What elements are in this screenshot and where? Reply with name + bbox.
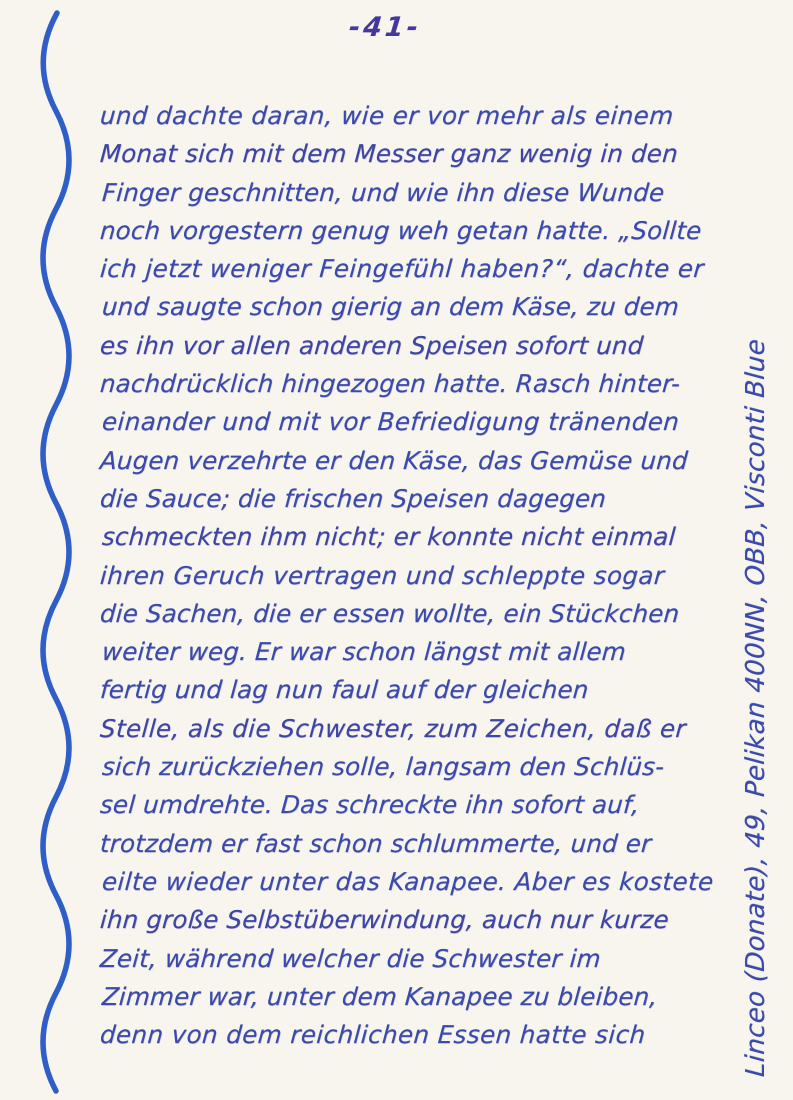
handwritten-line: ihren Geruch vertragen und schleppte sogar bbox=[99, 560, 666, 590]
handwritten-line: ich jetzt weniger Feingefühl haben?“, dachte er bbox=[99, 254, 706, 284]
handwritten-line: und dachte daran, wie er vor mehr als einem bbox=[99, 101, 675, 130]
handwritten-line: denn von dem reichlichen Essen hatte sich bbox=[99, 1020, 647, 1050]
handwritten-line: Monat sich mit dem Messer ganz wenig in den bbox=[99, 139, 679, 169]
handwritten-line: noch vorgestern genug weh getan hatte. „Sollte bbox=[99, 215, 703, 245]
handwritten-line: schmeckten ihm nicht; er konnte nicht einmal bbox=[101, 522, 677, 552]
pen-ink-margin-note: Linceo (Donate), 49, Pelikan 400NN, OBB, Visconti Blue bbox=[741, 338, 771, 1078]
handwritten-line: Zimmer war, unter dem Kanapee zu bleiben, bbox=[101, 981, 659, 1011]
handwritten-line: und saugte schon gierig an dem Käse, zu dem bbox=[101, 292, 680, 322]
handwritten-line: sel umdrehte. Das schreckte ihn sofort auf, bbox=[99, 790, 641, 820]
handwritten-line: ihn große Selbstüberwindung, auch nur kurze bbox=[99, 905, 670, 935]
handwritten-line: Zeit, während welcher die Schwester im bbox=[99, 943, 602, 973]
handwritten-line: weiter weg. Er war schon längst mit allem bbox=[101, 637, 627, 667]
page-number: -41- bbox=[347, 12, 423, 43]
handwritten-line: die Sachen, die er essen wollte, ein Stückchen bbox=[99, 598, 681, 628]
handwritten-line: Finger geschnitten, und wie ihn diese Wunde bbox=[101, 177, 666, 207]
handwritten-line: sich zurückziehen solle, langsam den Schlüs- bbox=[101, 752, 666, 782]
handwritten-line: trotzdem er fast schon schlummerte, und er bbox=[99, 828, 653, 858]
handwritten-line: nachdrücklich hingezogen hatte. Rasch hinter- bbox=[99, 369, 682, 399]
handwritten-line: fertig und lag nun faul auf der gleichen bbox=[99, 675, 590, 705]
handwritten-line: die Sauce; die frischen Speisen dagegen bbox=[99, 483, 608, 513]
handwritten-line: eilte wieder unter das Kanapee. Aber es kostete bbox=[101, 866, 715, 896]
handwritten-line: Stelle, als die Schwester, zum Zeichen, daß er bbox=[99, 713, 688, 743]
handwritten-line: es ihn vor allen anderen Speisen sofort und bbox=[99, 330, 645, 360]
handwritten-text-block bbox=[100, 97, 725, 1054]
handwritten-line: einander und mit vor Befriedigung tränenden bbox=[101, 407, 681, 437]
handwritten-line: Augen verzehrte er den Käse, das Gemüse und bbox=[99, 445, 689, 475]
wavy-margin-line bbox=[0, 0, 110, 1100]
